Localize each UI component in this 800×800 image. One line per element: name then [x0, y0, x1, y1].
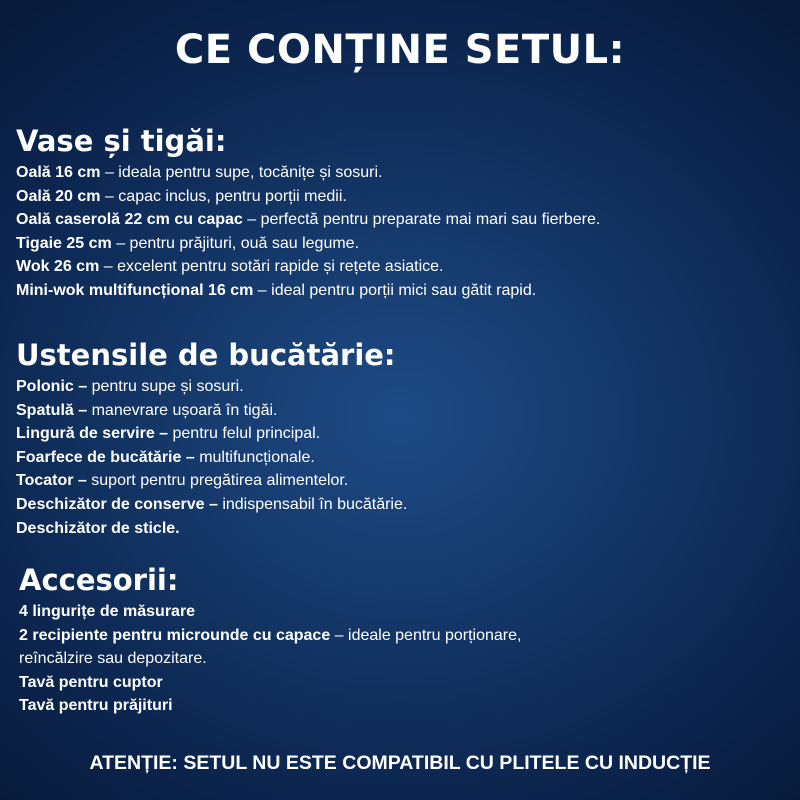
list-item	[16, 399, 786, 423]
item-name: Deschizător de sticle.	[16, 519, 180, 537]
item-name: Tavă pentru cuptor	[19, 673, 163, 691]
section-ustensile	[16, 337, 786, 540]
list-item	[19, 671, 579, 695]
item-desc: pentru supe și sosuri.	[87, 378, 244, 395]
item-name: Tavă pentru prăjituri	[19, 697, 173, 715]
list-item	[16, 279, 786, 303]
list-item	[19, 600, 579, 624]
item-name: Deschizător de conserve –	[16, 495, 218, 513]
item-desc: – pentru prăjituri, ouă sau legume.	[111, 234, 360, 252]
item-name: Polonic –	[16, 378, 88, 395]
item-name: Lingură de servire –	[16, 425, 169, 443]
item-desc: suport pentru pregătirea alimentelor.	[86, 472, 349, 490]
item-desc: manevrare ușoară în tigăi.	[87, 401, 278, 419]
list-item	[16, 517, 786, 541]
item-desc: – ideal pentru porții mici sau gătit rapid.	[253, 281, 537, 299]
item-name: Tocator –	[16, 472, 87, 490]
item-desc: – excelent pentru sotări rapide și rețete asiatice.	[99, 258, 444, 276]
list-item	[19, 624, 579, 671]
section-accesorii	[19, 562, 579, 718]
item-name: 2 recipiente pentru microunde cu capace	[19, 626, 331, 644]
item-desc: – ideala pentru supe, tocănițe și sosuri.	[100, 164, 383, 181]
item-name: Wok 26 cm	[16, 258, 100, 276]
item-desc: – perfectă pentru preparate mai mari sau fierbere.	[242, 211, 601, 229]
section-vase	[16, 123, 786, 303]
item-name: Spatulă –	[16, 401, 88, 419]
item-name: Oală 16 cm	[16, 164, 101, 181]
section-heading-vase: Vase și tigăi:	[16, 124, 227, 158]
item-desc: multifuncționale.	[194, 448, 315, 466]
list-item	[19, 694, 579, 718]
list-item	[16, 446, 786, 470]
list-vase	[16, 161, 786, 303]
item-name: Oală 20 cm	[16, 187, 101, 205]
list-item	[16, 208, 786, 232]
list-item	[16, 493, 786, 517]
item-name: Mini-wok multifuncțional 16 cm	[16, 281, 254, 299]
item-name: Tigaie 25 cm	[16, 234, 112, 252]
list-item	[16, 469, 786, 493]
page-title: CE CONȚINE SETUL:	[174, 27, 626, 73]
section-heading-ustensile: Ustensile de bucătărie:	[16, 338, 396, 372]
section-heading-accesorii: Accesorii:	[19, 563, 179, 597]
item-desc: – capac inclus, pentru porții medii.	[100, 187, 347, 205]
item-desc: pentru felul principal.	[168, 425, 321, 443]
item-desc: indispensabil în bucătărie.	[217, 495, 408, 513]
list-item	[16, 255, 786, 279]
list-item	[16, 422, 786, 446]
induction-warning: ATENȚIE: SETUL NU ESTE COMPATIBIL CU PLITELE CU INDUCȚIE	[89, 752, 711, 774]
item-name: Oală caserolă 22 cm cu capac	[16, 211, 243, 229]
item-desc: – ideale pentru porționare, reîncălzire sau depozitare.	[19, 626, 522, 668]
item-name: Foarfece de bucătărie –	[16, 448, 195, 466]
list-ustensile	[16, 375, 786, 540]
list-item	[16, 185, 786, 209]
list-accesorii	[19, 600, 579, 718]
list-item	[16, 375, 786, 399]
list-item	[16, 161, 786, 185]
list-item	[16, 232, 786, 256]
item-name: 4 lingurițe de măsurare	[19, 603, 196, 620]
